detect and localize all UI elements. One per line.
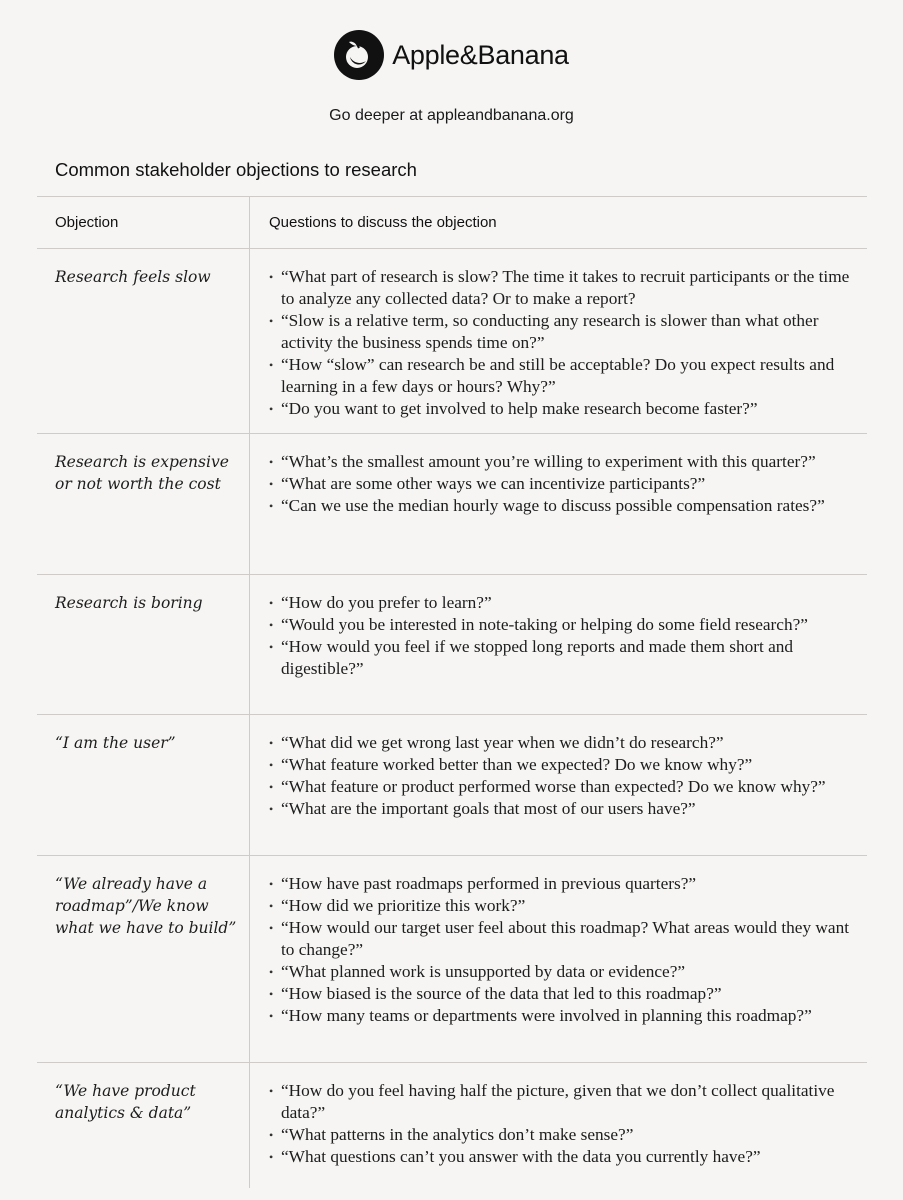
objection-cell: Research is expensive or not worth the cost — [55, 453, 229, 493]
objection-cell: Research is boring — [55, 594, 203, 612]
header-objection: Objection — [37, 197, 250, 248]
question-item: • “How would you feel if we stopped long reports and made them short and digestible?” — [269, 636, 857, 680]
table-row — [37, 715, 867, 856]
page-title: Common stakeholder objections to research — [55, 159, 417, 180]
brand-name: Apple&Banana — [392, 39, 569, 70]
question-item: • “What patterns in the analytics don’t make sense?” — [269, 1124, 857, 1146]
question-item: • “How biased is the source of the data that led to this roadmap?” — [269, 983, 857, 1005]
brand-header — [0, 30, 903, 80]
tagline: Go deeper at appleandbanana.org — [329, 107, 574, 124]
question-item: • “What feature worked better than we expected? Do we know why?” — [269, 754, 857, 776]
question-item: • “How did we prioritize this work?” — [269, 895, 857, 917]
table-row — [37, 434, 867, 575]
question-item: • “Do you want to get involved to help make research become faster?” — [269, 398, 857, 420]
question-item: • “How many teams or departments were involved in planning this roadmap?” — [269, 1005, 857, 1027]
question-item: • “What planned work is unsupported by data or evidence?” — [269, 961, 857, 983]
question-item: • “What’s the smallest amount you’re willing to experiment with this quarter?” — [269, 451, 857, 473]
objection-cell: Research feels slow — [55, 268, 211, 286]
question-item: • “What part of research is slow? The time it takes to recruit participants or the time to analyze any collected data? Or to make a report? — [269, 266, 857, 310]
objection-cell: “We already have a roadmap”/We know what we have to build” — [55, 875, 237, 937]
table-row — [37, 856, 867, 1063]
question-list — [269, 249, 857, 434]
table-row — [37, 1063, 867, 1188]
table-row — [37, 249, 867, 434]
question-item: • “Would you be interested in note-taking or helping do some field research?” — [269, 614, 857, 636]
question-list — [269, 715, 857, 834]
question-item: • “What questions can’t you answer with the data you currently have?” — [269, 1146, 857, 1168]
question-item: • “How have past roadmaps performed in previous quarters?” — [269, 873, 857, 895]
question-list — [269, 434, 857, 531]
objections-table — [37, 196, 867, 1188]
question-list — [269, 575, 857, 694]
question-item: • “How “slow” can research be and still be acceptable? Do you expect results and learning in a few days or hours? Why?” — [269, 354, 857, 398]
question-item: • “Slow is a relative term, so conducting any research is slower than what other activity the business spends time on?” — [269, 310, 857, 354]
question-item: • “What are the important goals that most of our users have?” — [269, 798, 857, 820]
table-row — [37, 575, 867, 715]
question-item: • “How do you prefer to learn?” — [269, 592, 857, 614]
question-list — [269, 1063, 857, 1182]
apple-banana-logo-icon — [334, 30, 384, 80]
table-header-row — [37, 196, 867, 249]
question-item: • “How would our target user feel about this roadmap? What areas would they want to change?” — [269, 917, 857, 961]
question-list — [269, 856, 857, 1041]
header-questions: Questions to discuss the objection — [269, 214, 497, 231]
question-item: • “What did we get wrong last year when we didn’t do research?” — [269, 732, 857, 754]
objection-cell: “I am the user” — [55, 734, 176, 752]
objection-cell: “We have product analytics & data” — [55, 1082, 196, 1122]
question-item: • “What feature or product performed worse than expected? Do we know why?” — [269, 776, 857, 798]
question-item: • “Can we use the median hourly wage to discuss possible compensation rates?” — [269, 495, 857, 517]
question-item: • “How do you feel having half the picture, given that we don’t collect qualitative data?” — [269, 1080, 857, 1124]
question-item: • “What are some other ways we can incentivize participants?” — [269, 473, 857, 495]
